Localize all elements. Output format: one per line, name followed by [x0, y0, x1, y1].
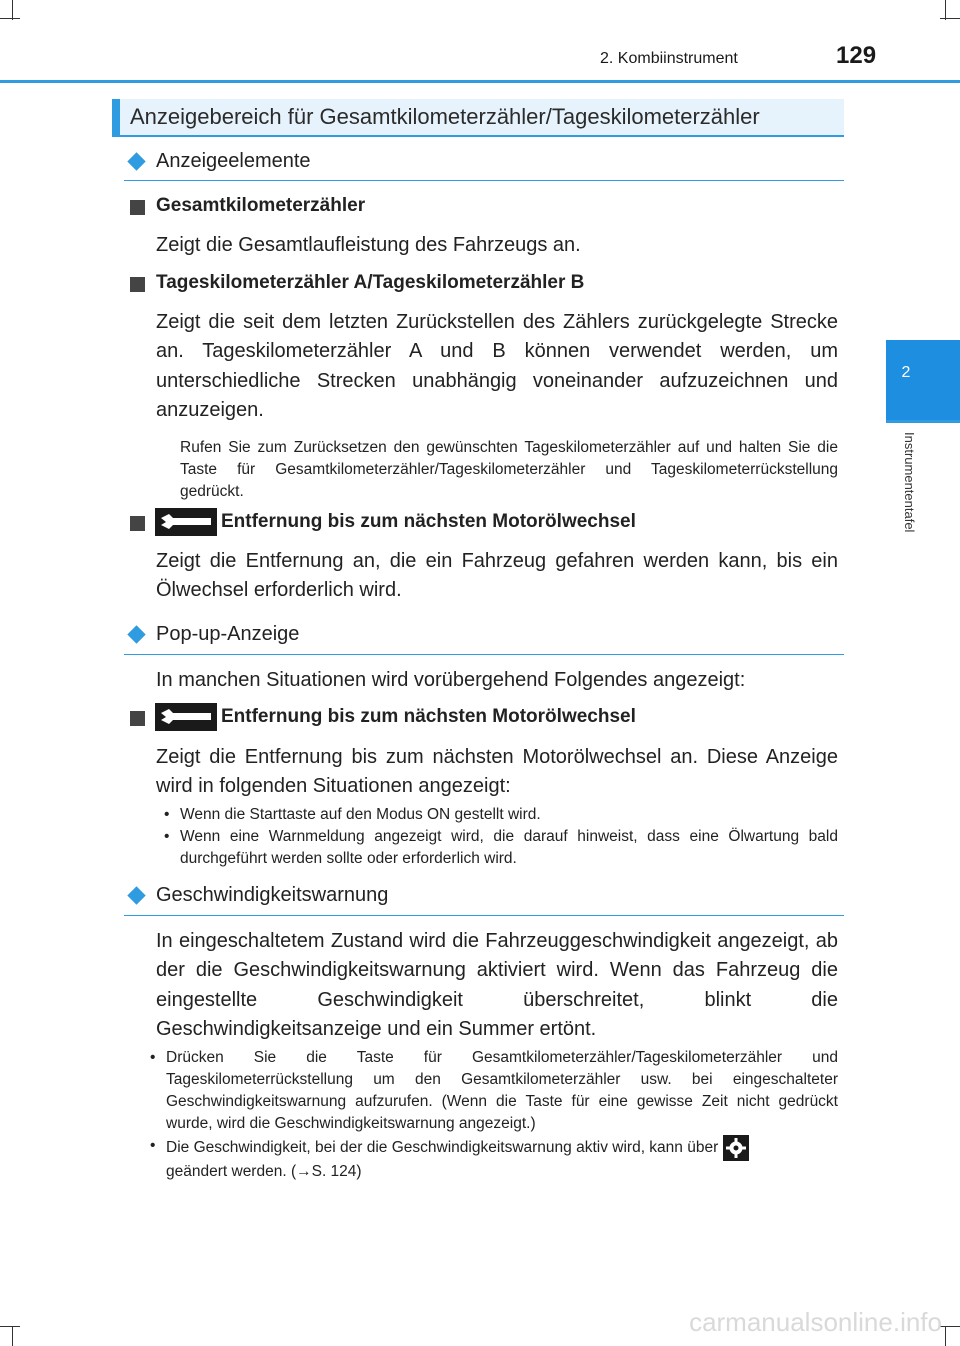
- wrench-icon: [155, 703, 217, 731]
- popup-bullet-list: [164, 804, 838, 870]
- section-title: Anzeigebereich für Gesamtkilometerzähler/Tageskilometerzähler: [130, 104, 760, 129]
- diamond-bullet-icon: [127, 152, 145, 170]
- section-heading-accent: [112, 99, 120, 137]
- bullet-text: Die Geschwindigkeit, bei der die Geschwindigkeitswarnung aktiv wird, kann über: [166, 1139, 719, 1157]
- trip-note: Rufen Sie zum Zurücksetzen den gewünschten Tageskilometerzähler auf und halten Sie die Taste für Gesamtkilometerzähler/Tageskilometerzähler und Tageskilometerrückstellung gedrückt.: [180, 439, 838, 500]
- subsection-rule: [124, 654, 844, 655]
- square-bullet-icon: [130, 200, 145, 215]
- chapter-label: Instrumententafel: [902, 432, 917, 533]
- crop-mark: [945, 0, 946, 20]
- square-bullet-icon: [130, 277, 145, 292]
- item-title-oil-popup: Entfernung bis zum nächsten Motorölwechsel: [221, 706, 636, 727]
- watermark: carmanualsonline.info: [689, 1307, 942, 1337]
- list-item: • Drücken Sie die Taste für Gesamtkilometerzähler/Tageskilometerzähler und Tageskilometerrückstellung um den Gesamtkilometerzähler usw. bei eingeschalteter Geschwindigkeitswarnung aufzurufen. (Wenn die Taste für eine gewisse Zeit nicht gedrückt wurde, wird die Geschwindigkeitswarnung angezeigt.): [150, 1047, 838, 1135]
- item-title-odometer: Gesamtkilometerzähler: [156, 195, 366, 216]
- odometer-text: Zeigt die Gesamtlaufleistung des Fahrzeugs an.: [156, 234, 581, 256]
- trip-text: Zeigt die seit dem letzten Zurückstellen des Zählers zurückgelegte Strecke an. Tageskilometerzähler A und B können verwendet werden, um unterschiedliche Strecken unabhängig voneinander aufzuzeichnen und anzuzeigen.: [156, 311, 838, 422]
- subsection-rule: [124, 180, 844, 181]
- header-rule: [0, 80, 960, 83]
- wrench-icon: [155, 508, 217, 536]
- crop-mark: [940, 1326, 960, 1327]
- square-bullet-icon: [130, 516, 145, 531]
- chapter-number: 2: [901, 364, 911, 381]
- subsection-title: Anzeigeelemente: [156, 150, 311, 172]
- chapter-title: 2. Kombiinstrument: [600, 50, 738, 67]
- list-item: [150, 1135, 838, 1183]
- crop-mark: [940, 18, 960, 19]
- bullet-text: geändert werden. (→S. 124): [166, 1163, 362, 1180]
- page-number: 129: [836, 42, 877, 69]
- speed-warning-bullet-list: [150, 1047, 838, 1183]
- crop-mark: [945, 1326, 946, 1346]
- side-tab-rule: [886, 420, 960, 423]
- gear-settings-icon: [723, 1135, 749, 1161]
- square-bullet-icon: [130, 711, 145, 726]
- crop-mark: [0, 1326, 20, 1327]
- crop-mark: [0, 18, 20, 19]
- subsection-title: Pop-up-Anzeige: [156, 623, 300, 645]
- oil-text: Zeigt die Entfernung an, die ein Fahrzeug gefahren werden kann, bis ein Ölwechsel erforderlich wird.: [156, 550, 838, 602]
- diamond-bullet-icon: [127, 886, 145, 904]
- crop-mark: [12, 1326, 13, 1346]
- popup-oil-text: Zeigt die Entfernung bis zum nächsten Motorölwechsel an. Diese Anzeige wird in folgenden Situationen angezeigt:: [156, 746, 838, 798]
- speed-warning-text: In eingeschaltetem Zustand wird die Fahrzeuggeschwindigkeit angezeigt, ab der die Geschwindigkeitswarnung aktiviert wird. Wenn das Fahrzeug die eingestellte Geschwindigkeit überschreitet, blinkt die Geschwindigkeitsanzeige und ein Summer ertönt.: [156, 930, 838, 1041]
- item-title-trip: Tageskilometerzähler A/Tageskilometerzähler B: [156, 272, 585, 293]
- item-title-oil: Entfernung bis zum nächsten Motorölwechsel: [221, 511, 636, 532]
- list-item: • Wenn eine Warnmeldung angezeigt wird, die darauf hinweist, dass eine Ölwartung bald durchgeführt werden sollte oder erforderlich wird.: [164, 826, 838, 870]
- diamond-bullet-icon: [127, 625, 145, 643]
- subsection-rule: [124, 915, 844, 916]
- crop-mark: [12, 0, 13, 20]
- subsection-title: Geschwindigkeitswarnung: [156, 884, 389, 906]
- popup-intro: In manchen Situationen wird vorübergehend Folgendes angezeigt:: [156, 669, 746, 691]
- list-item: • Wenn die Starttaste auf den Modus ON gestellt wird.: [164, 804, 838, 826]
